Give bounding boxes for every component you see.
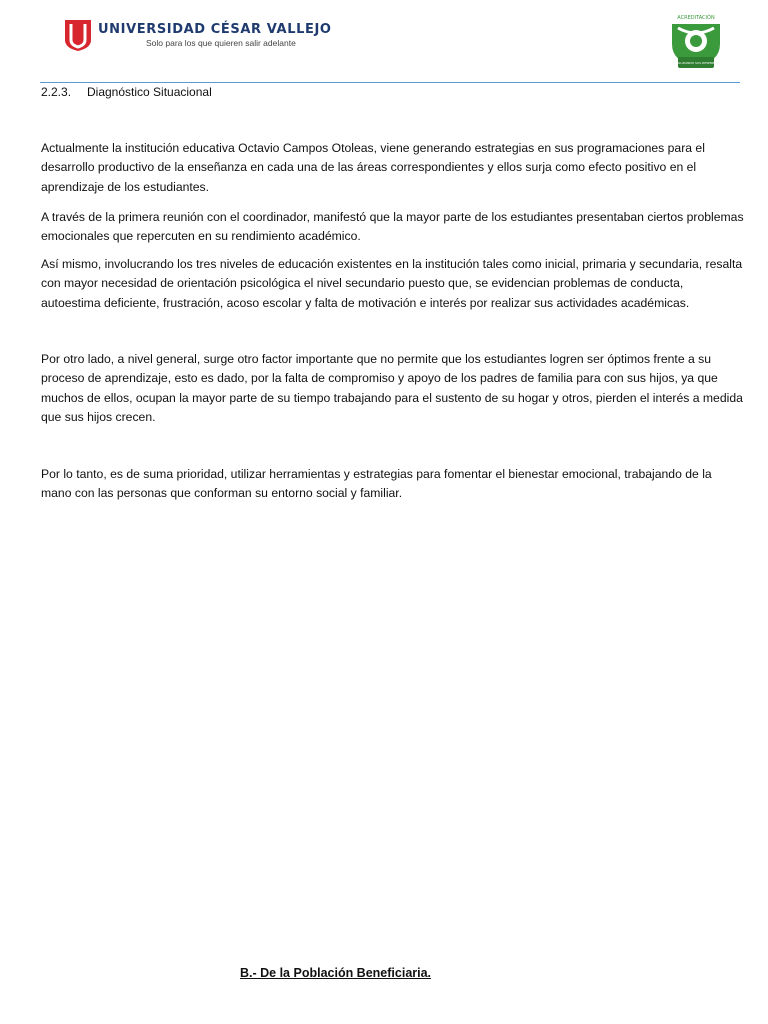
paragraph-text: Actualmente la institución educativa Octavio Campos Otoleas, viene generando estrategias en sus programaciones para el desarrollo productivo de la enseñanza en cada una de las áreas correspondientes y ellos surja como efecto positivo en el aprendizaje de los estudiantes. [41,141,705,194]
institution-slogan: Solo para los que quieren salir adelante [146,38,296,48]
institution-name: UNIVERSIDAD CÉSAR VALLEJO [98,22,332,37]
accreditation-bottom-text: CONSOLIDANDO SUS DESEMPEÑOS [669,61,723,65]
header-divider [40,82,740,83]
paragraph-3 [41,255,745,313]
section-number: 2.2.3. [41,85,72,99]
ucv-shield-icon [64,18,92,52]
accreditation-top-text: ACREDITACIÓN [677,15,715,21]
paragraph-1 [41,139,745,197]
subsection-heading: B.- De la Población Beneficiaria. [240,966,432,980]
section-heading [41,85,212,99]
paragraph-text: Así mismo, involucrando los tres niveles de educación existentes en la institución tales como inicial, primaria y secundaria, resalta con mayor necesidad de orientación psicológica el nivel secundario puesto que, se evidencian problemas de conducta, autoestima deficiente, frustración, acoso escolar y falta de motivación e interés por realizar sus actividades académicas. [41,257,743,310]
university-logo [64,18,332,52]
accreditation-seal-icon [664,10,728,74]
paragraph-4 [41,350,745,427]
section-title: Diagnóstico Situacional [87,85,212,99]
paragraph-2 [41,208,745,247]
paragraph-text: A través de la primera reunión con el coordinador, manifestó que la mayor parte de los estudiantes presentaban ciertos problemas emocionales que repercuten en su rendimiento académico. [41,210,744,244]
paragraph-5 [41,465,745,504]
paragraph-text: Por otro lado, a nivel general, surge otro factor importante que no permite que los estudiantes logren ser óptimos frente a su proceso de aprendizaje, esto es dado, por la falta de compromiso y apoyo de los padres de familia para con sus hijos, ya que muchos de ellos, ocupan la mayor parte de su tiempo trabajando para el sustento de su hogar y otros, pierden el interés a medida que sus hijos crecen. [41,352,743,424]
paragraph-text: Por lo tanto, es de suma prioridad, utilizar herramientas y estrategias para fomentar el bienestar emocional, trabajando de la mano con las personas que conforman su entorno social y familiar. [41,467,712,501]
page-header [0,0,768,84]
